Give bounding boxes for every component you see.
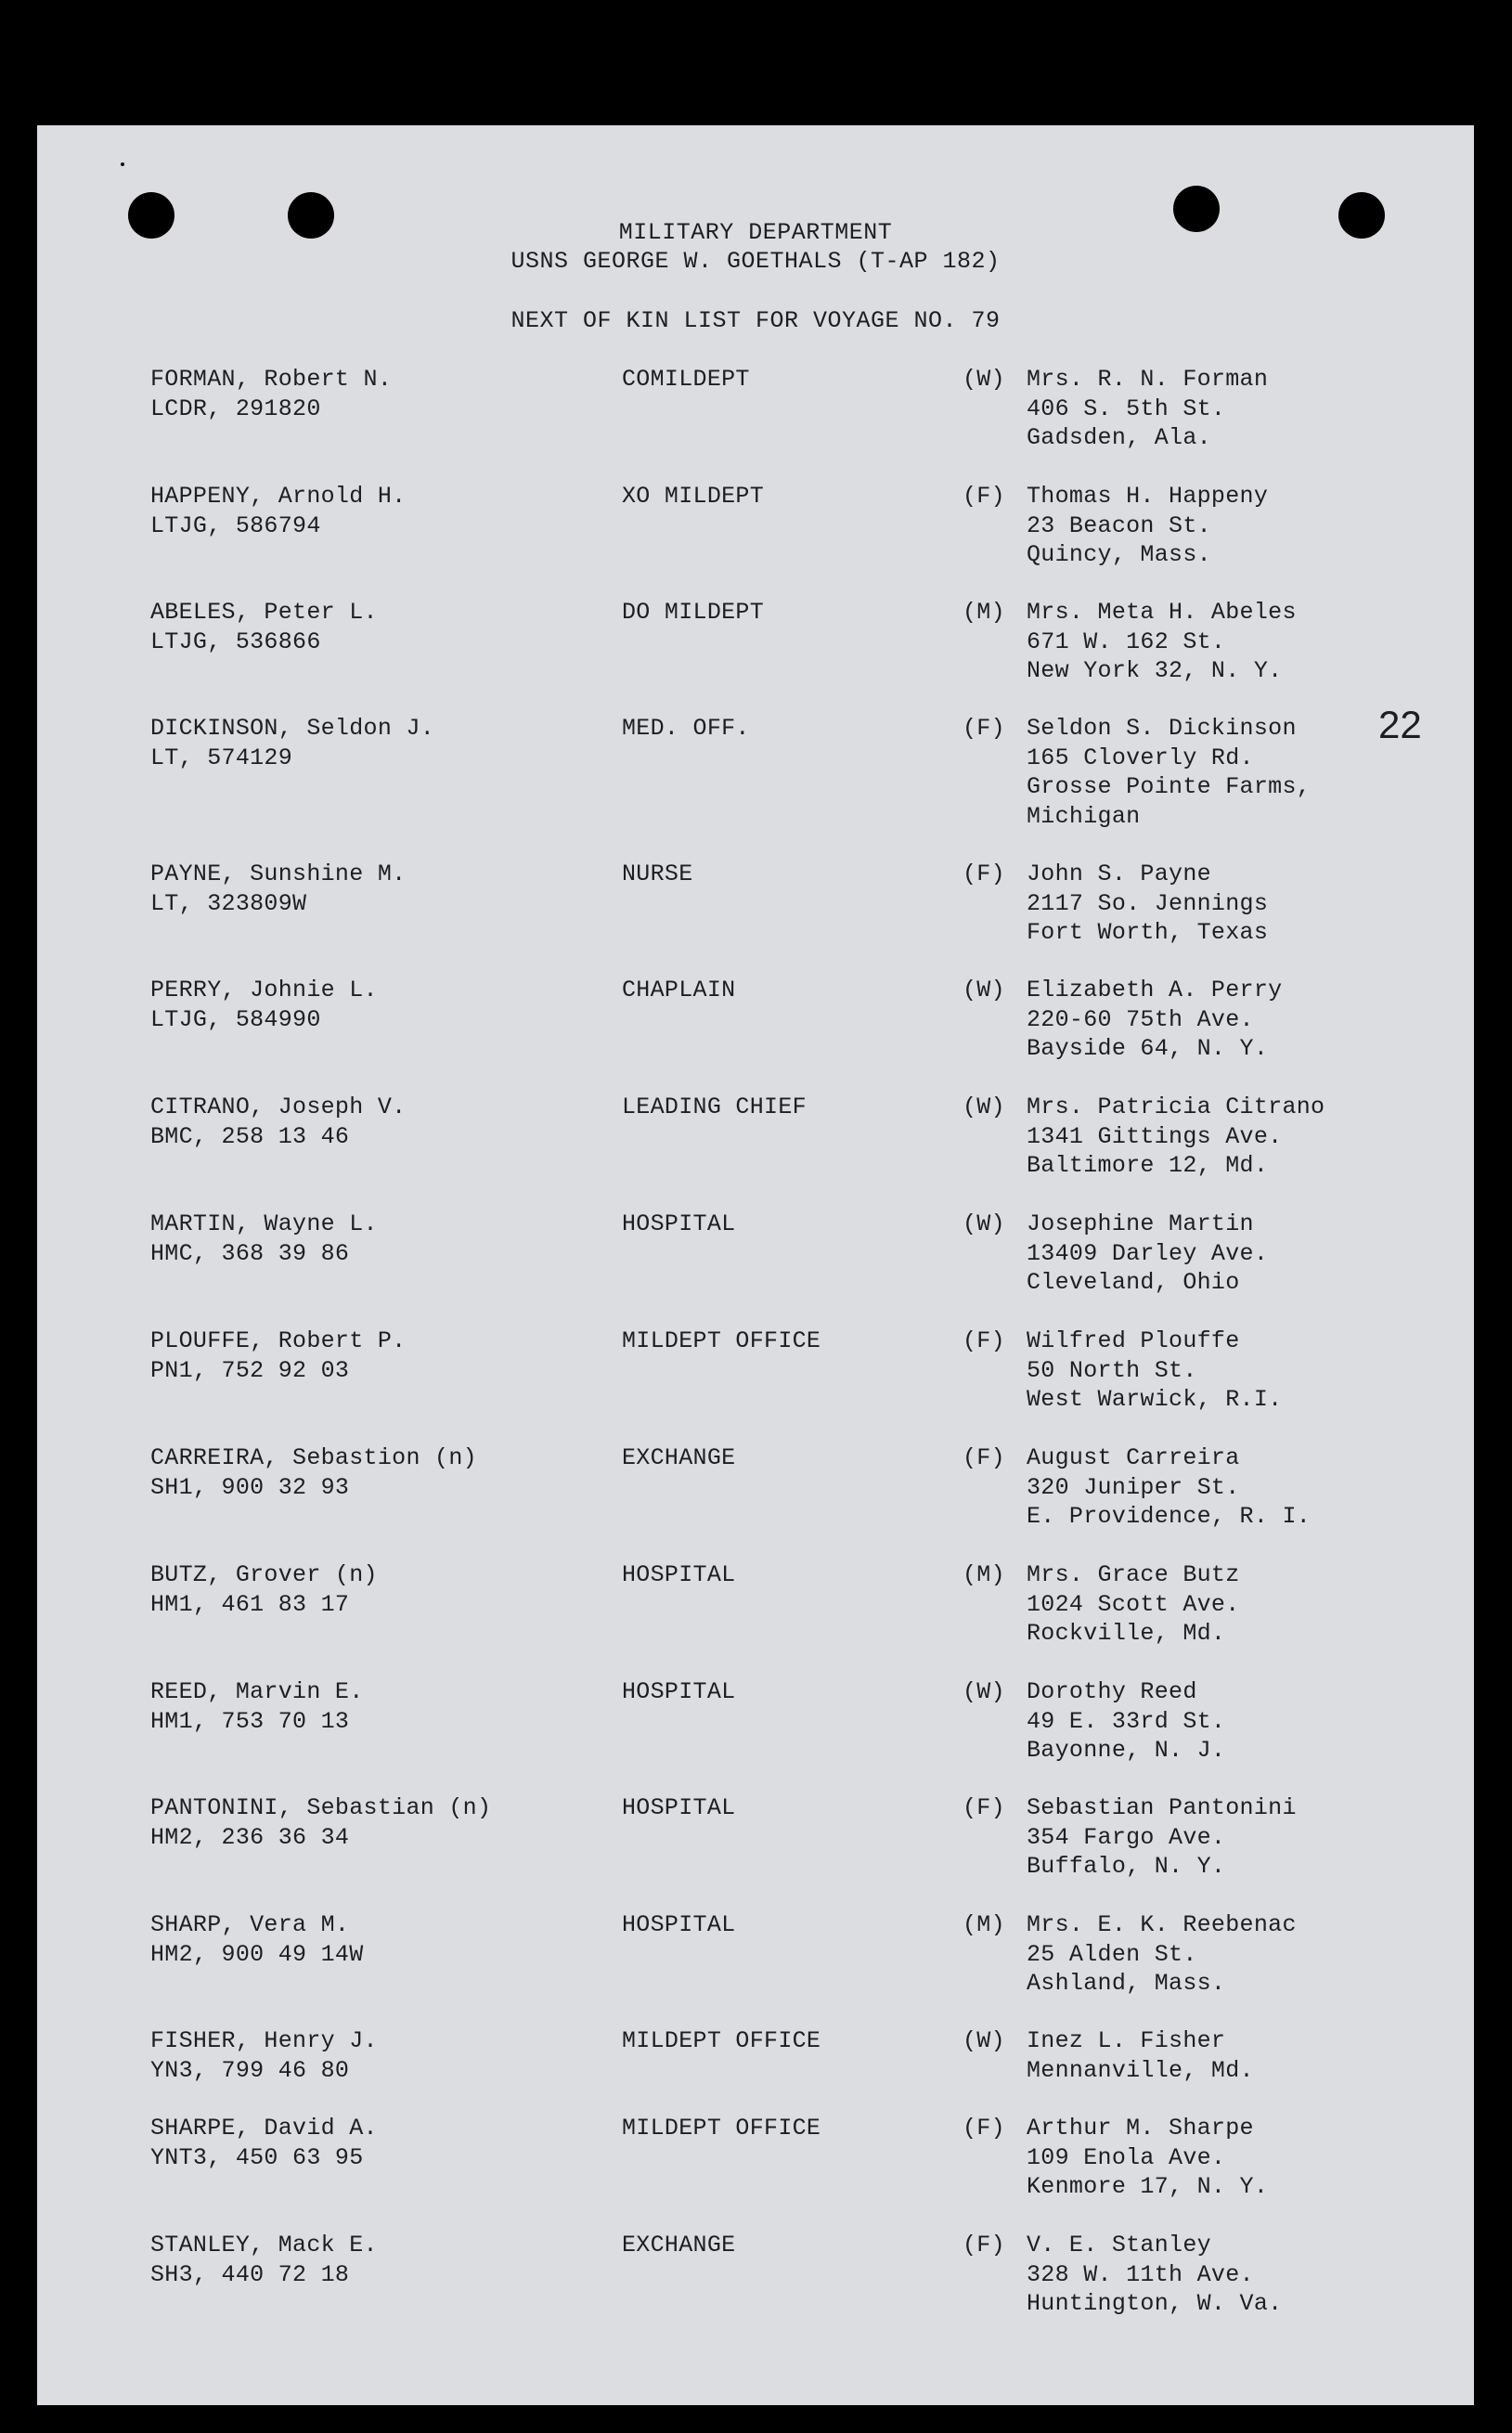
member-rank-line: HM1, 753 70 13 [150, 1707, 350, 1735]
member-rank-line: HM2, 236 36 34 [150, 1823, 350, 1851]
list-entry [37, 2114, 1474, 2225]
next-of-kin-address-line: Baltimore 12, Md. [1027, 1152, 1269, 1179]
next-of-kin-address-line: 220-60 75th Ave. [1027, 1005, 1254, 1033]
next-of-kin-address-line: E. Providence, R. I. [1027, 1503, 1312, 1530]
assignment-position-line: XO MILDEPT [622, 483, 765, 510]
relationship [963, 482, 1005, 511]
relationship-relation-line: (M) [963, 599, 1005, 626]
next-of-kin-kin-line: August Carreira [1027, 1444, 1240, 1471]
next-of-kin [1027, 1910, 1297, 1999]
member [150, 1327, 406, 1385]
member-rank-line: HM2, 900 49 14W [150, 1940, 364, 1968]
assignment-position-line: MED. OFF. [622, 715, 750, 742]
next-of-kin-address-line: 1024 Scott Ave. [1027, 1590, 1240, 1618]
member-rank-line: LTJG, 586794 [150, 511, 321, 539]
next-of-kin-kin-line: Sebastian Pantonini [1027, 1794, 1297, 1821]
relationship-relation-line: (W) [963, 1210, 1005, 1237]
next-of-kin-kin-line: Wilfred Plouffe [1027, 1327, 1240, 1354]
next-of-kin [1027, 1677, 1225, 1766]
relationship-relation-line: (F) [963, 2115, 1005, 2142]
relationship [963, 2114, 1005, 2143]
next-of-kin-address-line: 13409 Darley Ave. [1027, 1239, 1269, 1267]
list-entry [37, 1560, 1474, 1672]
relationship [963, 1093, 1005, 1122]
assignment [622, 1910, 735, 1940]
list-entry [37, 1793, 1474, 1905]
member [150, 2026, 378, 2085]
member-rank-line: LCDR, 291820 [150, 395, 321, 422]
relationship-relation-line: (F) [963, 483, 1005, 510]
member-name-line: PERRY, Johnie L. [150, 977, 378, 1003]
member-name-line: BUTZ, Grover (n) [150, 1561, 378, 1588]
member [150, 714, 434, 772]
next-of-kin-kin-line: Josephine Martin [1027, 1210, 1254, 1237]
assignment [622, 1210, 735, 1239]
assignment [622, 1443, 735, 1473]
relationship-relation-line: (W) [963, 2027, 1005, 2054]
assignment-position-line: DO MILDEPT [622, 599, 765, 626]
ship-heading: USNS GEORGE W. GOETHALS (T-AP 182) [510, 248, 1001, 275]
assignment-position-line: HOSPITAL [622, 1210, 736, 1237]
next-of-kin [1027, 2114, 1268, 2202]
next-of-kin [1027, 714, 1311, 831]
relationship [963, 365, 1005, 395]
relationship [963, 2231, 1005, 2260]
next-of-kin-address-line: 354 Fargo Ave. [1027, 1823, 1226, 1851]
next-of-kin-kin-line: Seldon S. Dickinson [1027, 715, 1297, 742]
next-of-kin-list [37, 125, 1474, 2405]
member [150, 365, 392, 423]
next-of-kin [1027, 2231, 1282, 2319]
member-rank-line: LT, 574129 [150, 744, 293, 771]
next-of-kin-kin-line: John S. Payne [1027, 861, 1211, 887]
assignment [622, 1560, 735, 1590]
member-rank-line: HMC, 368 39 86 [150, 1239, 350, 1267]
assignment [622, 860, 693, 889]
next-of-kin-address-line: Huntington, W. Va. [1027, 2290, 1283, 2317]
member-rank-line: LT, 323809W [150, 889, 307, 917]
next-of-kin-kin-line: Mrs. Grace Butz [1027, 1561, 1240, 1588]
member [150, 1560, 378, 1619]
list-entry [37, 1443, 1474, 1555]
assignment-position-line: MILDEPT OFFICE [622, 1327, 821, 1354]
assignment [622, 2114, 821, 2143]
next-of-kin [1027, 1327, 1282, 1415]
list-title: NEXT OF KIN LIST FOR VOYAGE NO. 79 [510, 307, 1001, 334]
next-of-kin-address-line: Mennanville, Md. [1027, 2056, 1254, 2084]
assignment-position-line: HOSPITAL [622, 1561, 736, 1588]
relationship [963, 1560, 1005, 1590]
relationship-relation-line: (F) [963, 2232, 1005, 2258]
assignment-position-line: NURSE [622, 861, 693, 887]
next-of-kin-kin-line: Mrs. Patricia Citrano [1027, 1094, 1325, 1120]
relationship [963, 1910, 1005, 1940]
list-entry [37, 1210, 1474, 1321]
member-name-line: CITRANO, Joseph V. [150, 1094, 407, 1120]
next-of-kin [1027, 1793, 1297, 1882]
member-rank-line: PN1, 752 92 03 [150, 1356, 350, 1384]
assignment-position-line: HOSPITAL [622, 1678, 736, 1705]
member [150, 1093, 406, 1151]
member-name-line: PLOUFFE, Robert P. [150, 1327, 407, 1354]
relationship-relation-line: (F) [963, 1444, 1005, 1471]
list-entry [37, 1093, 1474, 1204]
relationship [963, 2026, 1005, 2056]
relationship [963, 1327, 1005, 1356]
next-of-kin-address-line: 25 Alden St. [1027, 1940, 1197, 1968]
next-of-kin-address-line: 1341 Gittings Ave. [1027, 1122, 1283, 1150]
list-entry [37, 1327, 1474, 1438]
member-rank-line: HM1, 461 83 17 [150, 1590, 350, 1618]
member [150, 1210, 378, 1268]
list-entry [37, 714, 1474, 830]
member-name-line: HAPPENY, Arnold H. [150, 483, 407, 510]
next-of-kin [1027, 860, 1268, 948]
next-of-kin [1027, 482, 1268, 570]
list-entry [37, 482, 1474, 593]
assignment [622, 2231, 735, 2260]
relationship [963, 1677, 1005, 1707]
relationship [963, 598, 1005, 628]
assignment [622, 482, 764, 511]
next-of-kin [1027, 365, 1268, 453]
assignment-position-line: HOSPITAL [622, 1794, 736, 1821]
next-of-kin [1027, 2026, 1254, 2085]
next-of-kin-address-line: Michigan [1027, 802, 1141, 830]
assignment [622, 598, 764, 628]
member-name-line: ABELES, Peter L. [150, 599, 378, 626]
list-entry [37, 976, 1474, 1087]
assignment [622, 1093, 807, 1122]
member-name-line: DICKINSON, Seldon J. [150, 715, 435, 742]
assignment-position-line: HOSPITAL [622, 1911, 736, 1938]
next-of-kin-address-line: Bayside 64, N. Y. [1027, 1035, 1269, 1062]
next-of-kin [1027, 976, 1282, 1064]
member-name-line: FISHER, Henry J. [150, 2027, 378, 2054]
next-of-kin-kin-line: V. E. Stanley [1027, 2232, 1211, 2258]
relationship-relation-line: (F) [963, 1794, 1005, 1821]
member-rank-line: YNT3, 450 63 95 [150, 2143, 364, 2171]
member-rank-line: LTJG, 584990 [150, 1005, 321, 1033]
member [150, 1443, 477, 1502]
list-entry [37, 365, 1474, 476]
relationship [963, 860, 1005, 889]
next-of-kin-kin-line: Thomas H. Happeny [1027, 483, 1269, 510]
member-rank-line: LTJG, 536866 [150, 628, 321, 655]
assignment-position-line: CHAPLAIN [622, 977, 736, 1003]
member-name-line: SHARP, Vera M. [150, 1911, 350, 1938]
relationship-relation-line: (W) [963, 366, 1005, 393]
next-of-kin-kin-line: Mrs. E. K. Reebenac [1027, 1911, 1297, 1938]
next-of-kin-kin-line: Mrs. Meta H. Abeles [1027, 599, 1297, 626]
member [150, 1677, 364, 1736]
assignment-position-line: LEADING CHIEF [622, 1094, 807, 1120]
member [150, 2114, 378, 2172]
next-of-kin-address-line: Kenmore 17, N. Y. [1027, 2173, 1269, 2200]
next-of-kin-address-line: 320 Juniper St. [1027, 1473, 1240, 1501]
assignment [622, 1677, 735, 1707]
next-of-kin-address-line: 671 W. 162 St. [1027, 628, 1226, 655]
next-of-kin-address-line: Ashland, Mass. [1027, 1970, 1226, 1997]
relationship [963, 714, 1005, 744]
next-of-kin-address-line: New York 32, N. Y. [1027, 657, 1283, 684]
next-of-kin-kin-line: Mrs. R. N. Forman [1027, 366, 1269, 393]
next-of-kin-address-line: Cleveland, Ohio [1027, 1269, 1240, 1296]
assignment-position-line: MILDEPT OFFICE [622, 2115, 821, 2142]
member [150, 1910, 364, 1969]
department-heading: MILITARY DEPARTMENT [618, 219, 893, 246]
assignment [622, 1327, 821, 1356]
next-of-kin-address-line: Gadsden, Ala. [1027, 424, 1211, 451]
next-of-kin-address-line: 49 E. 33rd St. [1027, 1707, 1226, 1735]
next-of-kin-address-line: Grosse Pointe Farms, [1027, 773, 1312, 800]
assignment [622, 2026, 821, 2056]
assignment-position-line: COMILDEPT [622, 366, 750, 393]
list-entry [37, 598, 1474, 709]
member-rank-line: BMC, 258 13 46 [150, 1122, 350, 1150]
next-of-kin [1027, 1443, 1311, 1532]
next-of-kin-address-line: 50 North St. [1027, 1356, 1197, 1384]
relationship-relation-line: (F) [963, 1327, 1005, 1354]
member-name-line: MARTIN, Wayne L. [150, 1210, 378, 1237]
member-name-line: PANTONINI, Sebastian (n) [150, 1794, 492, 1821]
next-of-kin [1027, 1093, 1325, 1181]
list-entry [37, 2231, 1474, 2342]
member [150, 598, 378, 656]
member [150, 976, 378, 1034]
assignment-position-line: EXCHANGE [622, 1444, 736, 1471]
assignment [622, 976, 735, 1005]
next-of-kin [1027, 1560, 1240, 1649]
relationship-relation-line: (F) [963, 715, 1005, 742]
assignment-position-line: MILDEPT OFFICE [622, 2027, 821, 2054]
relationship-relation-line: (W) [963, 1678, 1005, 1705]
relationship-relation-line: (W) [963, 977, 1005, 1003]
next-of-kin [1027, 1210, 1268, 1298]
next-of-kin-address-line: Buffalo, N. Y. [1027, 1853, 1226, 1880]
assignment-position-line: EXCHANGE [622, 2232, 736, 2258]
relationship [963, 1443, 1005, 1473]
next-of-kin-address-line: 406 S. 5th St. [1027, 395, 1226, 422]
member [150, 482, 406, 540]
list-entry [37, 860, 1474, 971]
next-of-kin-address-line: 2117 So. Jennings [1027, 889, 1269, 917]
list-entry [37, 1910, 1474, 2022]
assignment [622, 714, 750, 744]
member-name-line: PAYNE, Sunshine M. [150, 861, 407, 887]
member-name-line: FORMAN, Robert N. [150, 366, 393, 393]
document-page [37, 125, 1474, 2405]
relationship-relation-line: (M) [963, 1911, 1005, 1938]
list-entry [37, 1677, 1474, 1789]
next-of-kin-address-line: Rockville, Md. [1027, 1620, 1226, 1647]
relationship [963, 976, 1005, 1005]
member-rank-line: SH1, 900 32 93 [150, 1473, 350, 1501]
member [150, 860, 406, 918]
next-of-kin-address-line: West Warwick, R.I. [1027, 1386, 1283, 1413]
next-of-kin-address-line: 165 Cloverly Rd. [1027, 744, 1254, 771]
next-of-kin-kin-line: Inez L. Fisher [1027, 2027, 1226, 2054]
member-name-line: REED, Marvin E. [150, 1678, 364, 1705]
member [150, 2231, 378, 2289]
relationship-relation-line: (W) [963, 1094, 1005, 1120]
next-of-kin-kin-line: Arthur M. Sharpe [1027, 2115, 1254, 2142]
next-of-kin-address-line: Bayonne, N. J. [1027, 1737, 1226, 1764]
next-of-kin-address-line: 109 Enola Ave. [1027, 2143, 1226, 2171]
relationship [963, 1210, 1005, 1239]
relationship-relation-line: (M) [963, 1561, 1005, 1588]
next-of-kin [1027, 598, 1297, 686]
assignment [622, 1793, 735, 1823]
member-name-line: SHARPE, David A. [150, 2115, 378, 2142]
next-of-kin-kin-line: Dorothy Reed [1027, 1678, 1197, 1705]
assignment [622, 365, 750, 395]
member-name-line: STANLEY, Mack E. [150, 2232, 378, 2258]
member-name-line: CARREIRA, Sebastion (n) [150, 1444, 477, 1471]
next-of-kin-address-line: 23 Beacon St. [1027, 511, 1211, 539]
next-of-kin-address-line: Quincy, Mass. [1027, 541, 1211, 568]
next-of-kin-address-line: Fort Worth, Texas [1027, 919, 1269, 946]
member [150, 1793, 491, 1852]
next-of-kin-address-line: 328 W. 11th Ave. [1027, 2260, 1254, 2288]
page-number: 22 [1378, 703, 1422, 746]
next-of-kin-kin-line: Elizabeth A. Perry [1027, 977, 1283, 1003]
member-rank-line: YN3, 799 46 80 [150, 2056, 350, 2084]
member-rank-line: SH3, 440 72 18 [150, 2260, 350, 2288]
relationship [963, 1793, 1005, 1823]
relationship-relation-line: (F) [963, 861, 1005, 887]
